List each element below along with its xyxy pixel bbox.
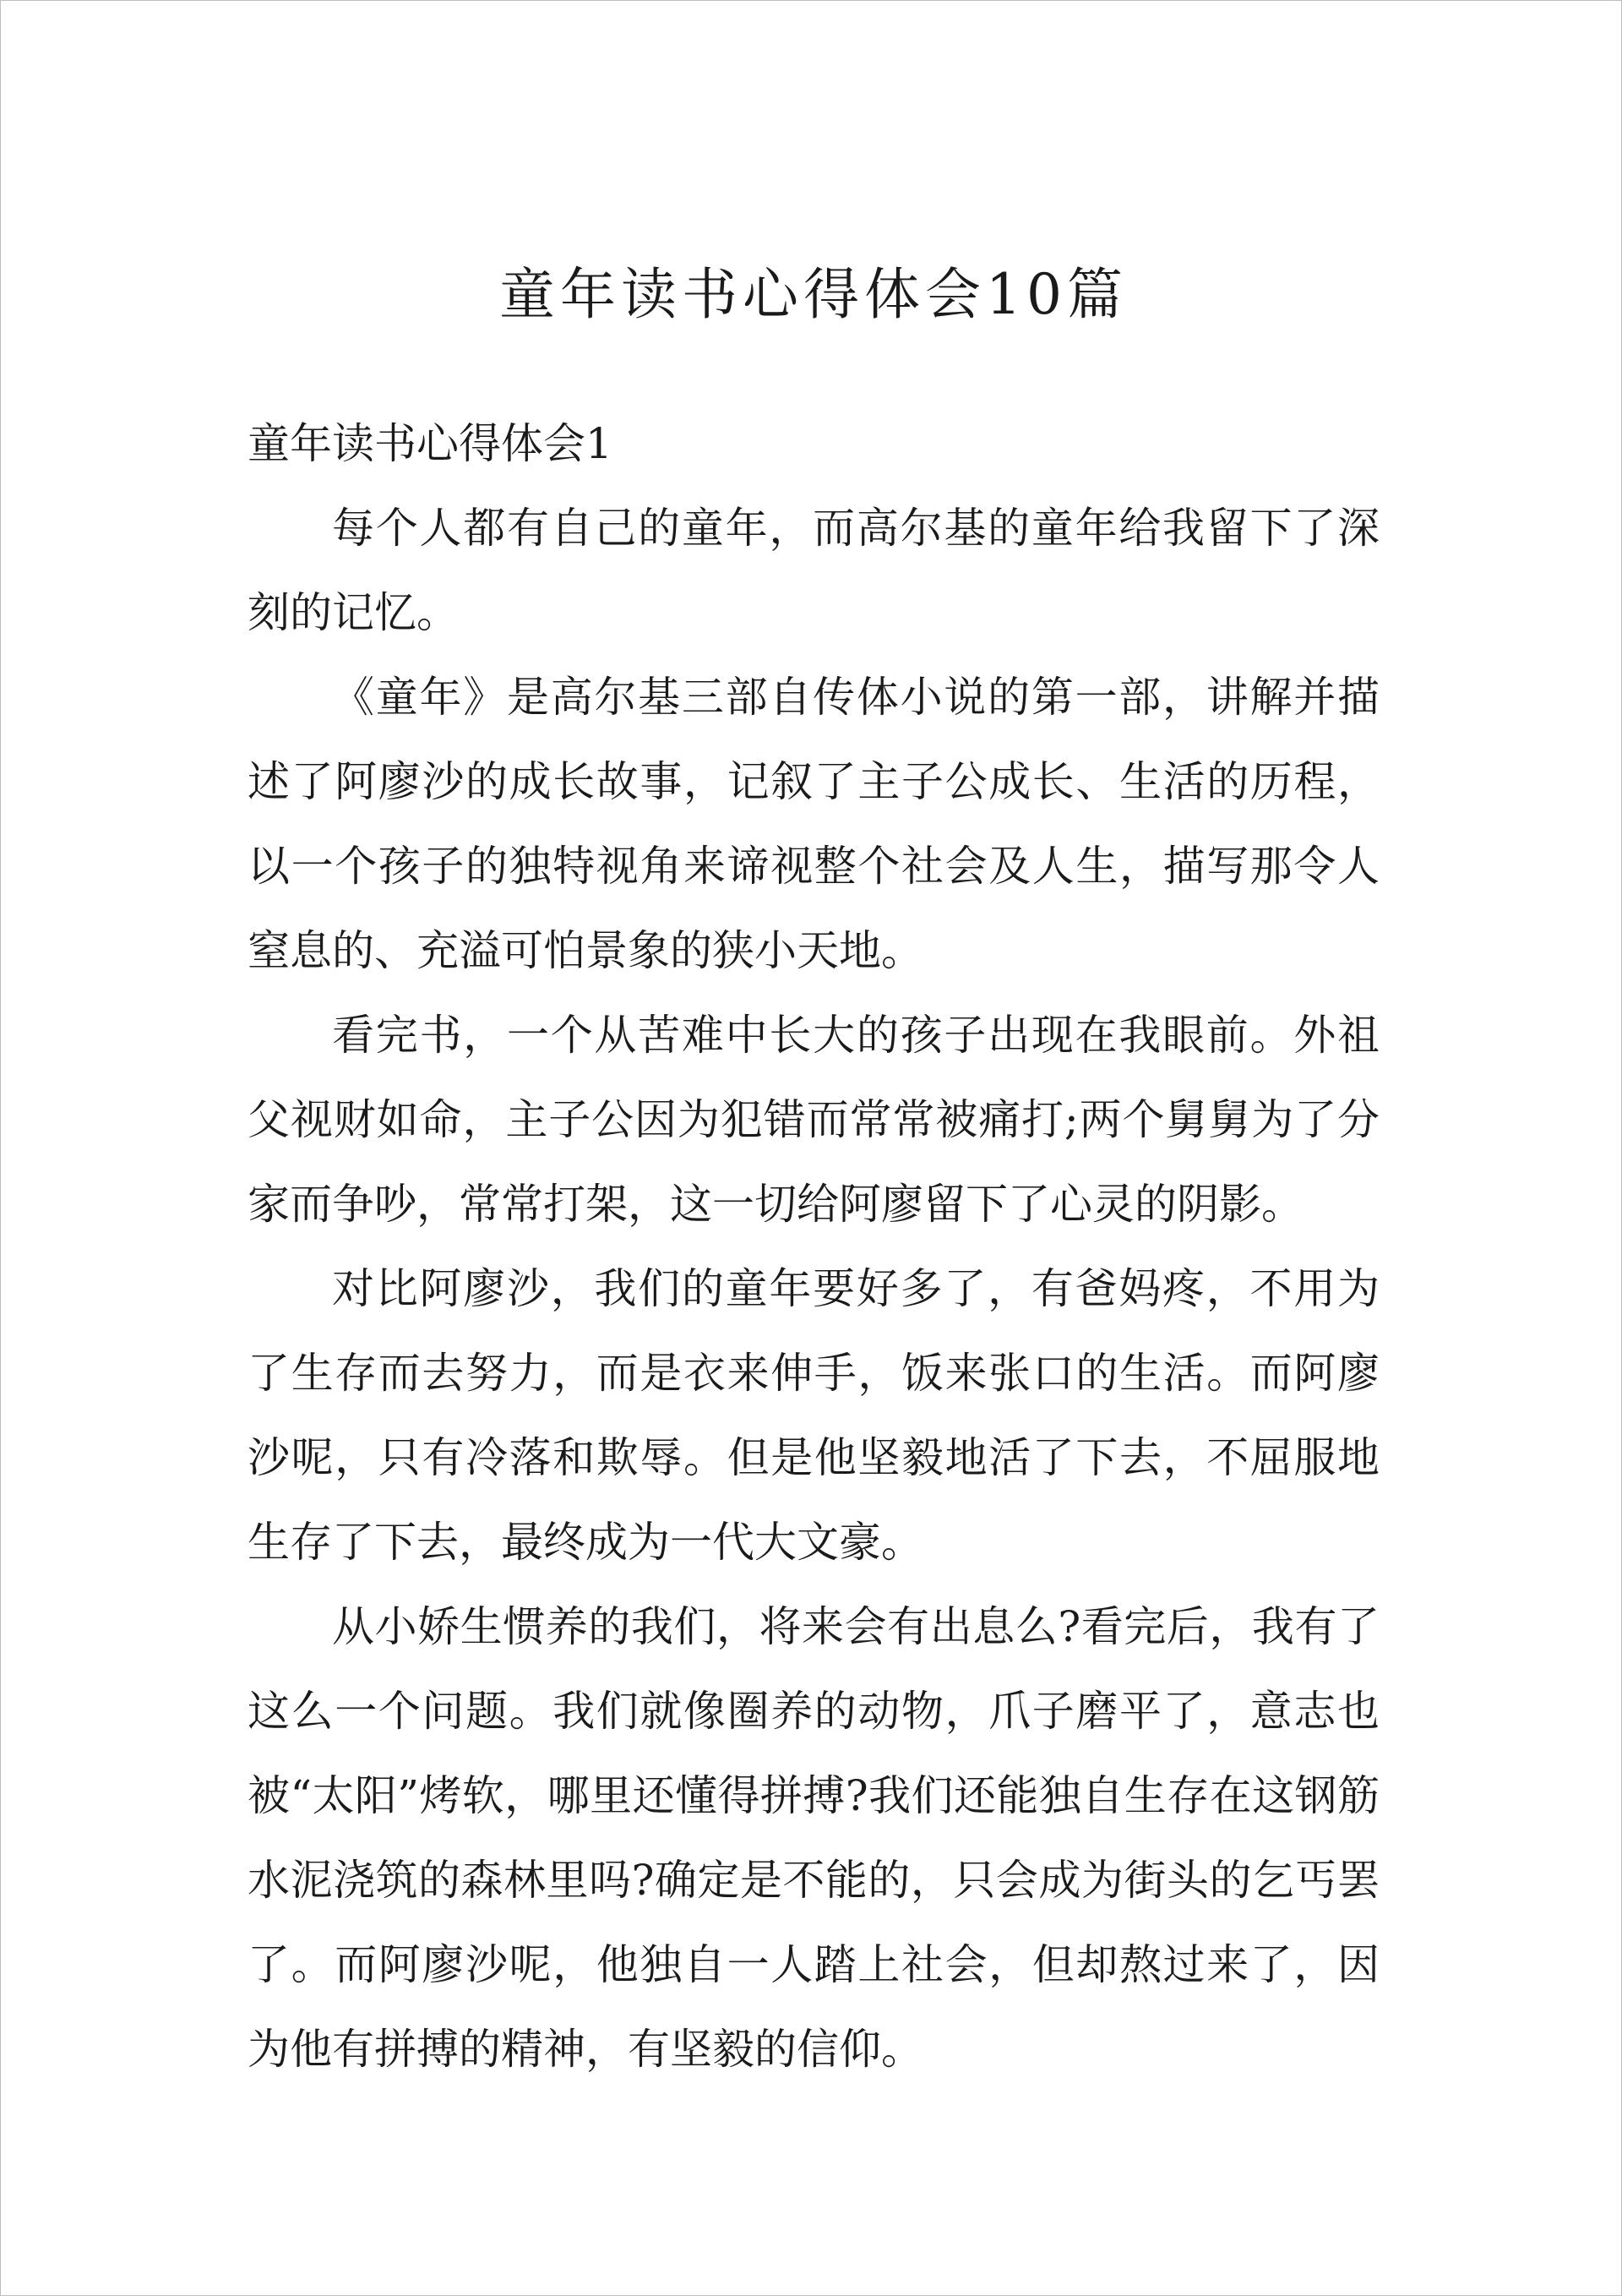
paragraph-5: 从小娇生惯养的我们，将来会有出息么?看完后，我有了这么一个问题。我们就像圈养的动物，爪子磨平了，意志也被“太阳”烤软，哪里还懂得拼搏?我们还能独自生存在这钢筋水泥浇筑的森林里吗?确定是不能的，只会成为街头的乞丐罢了。而阿廖沙呢，他独自一人踏上社会，但却熬过来了，因为他有拼搏的精神，有坚毅的信仰。 [248, 1602, 1380, 2074]
paragraph-1: 每个人都有自己的童年，而高尔基的童年给我留下了深刻的记忆。 [248, 504, 1380, 637]
section-heading: 童年读书心得体会1 [248, 419, 612, 468]
paragraph-2: 《童年》是高尔基三部自传体小说的第一部，讲解并描述了阿廖沙的成长故事，记叙了主子公成长、生活的历程，以一个孩子的独特视角来谛视整个社会及人生，描写那令人窒息的、充溢可怕景象的狭小天地。 [248, 673, 1380, 975]
paragraph-3: 看完书，一个从苦难中长大的孩子出现在我眼前。外祖父视财如命，主子公因为犯错而常常被痛打;两个舅舅为了分家而争吵，常常打架，这一切给阿廖留下了心灵的阴影。 [248, 1011, 1380, 1229]
document-title: 童年读书心得体会10篇 [499, 262, 1128, 327]
paragraph-4: 对比阿廖沙，我们的童年要好多了，有爸妈疼，不用为了生存而去努力，而是衣来伸手，饭来张口的生活。而阿廖沙呢，只有冷落和欺辱。但是他坚毅地活了下去，不屈服地生存了下去，最终成为一代大文豪。 [248, 1264, 1380, 1567]
document-body [248, 254, 1380, 2091]
